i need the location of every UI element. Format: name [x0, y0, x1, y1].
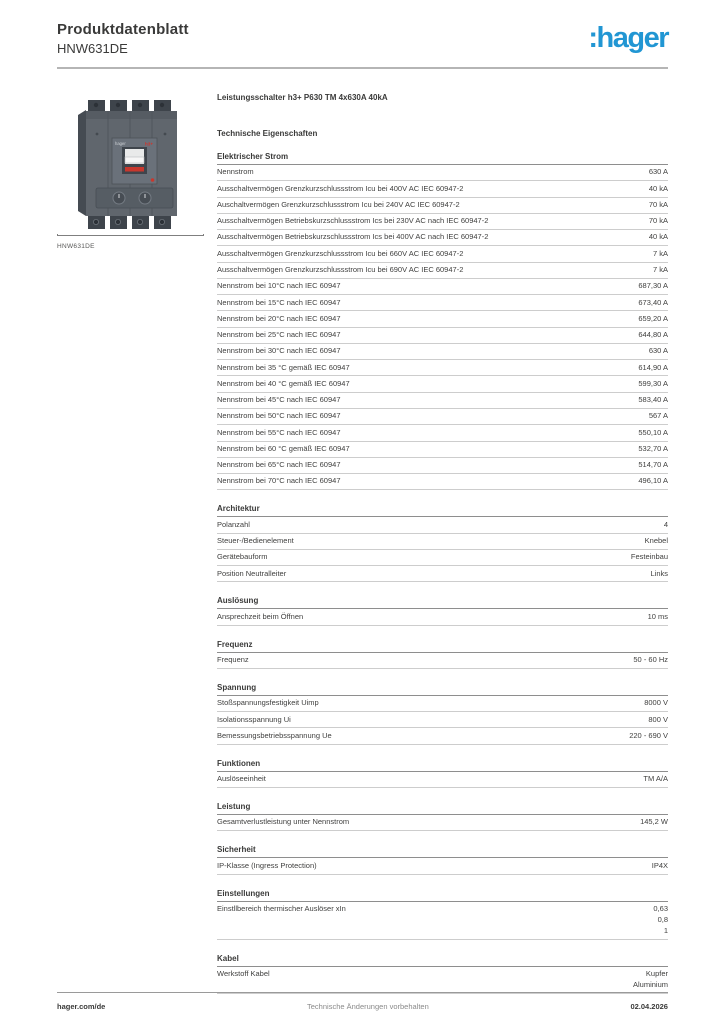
spec-row [217, 696, 668, 712]
spec-section-title: Sicherheit [217, 845, 668, 858]
spec-value: 687,30 A [638, 281, 668, 291]
spec-row [217, 230, 668, 246]
spec-value: 614,90 A [638, 362, 668, 372]
spec-row [217, 344, 668, 360]
spec-label: Auslöseeinheit [217, 774, 266, 784]
page-footer [57, 992, 668, 1011]
product-image-column [57, 93, 205, 994]
spec-label: Nennstrom bei 10°C nach IEC 60947 [217, 281, 341, 291]
spec-value: 630 A [648, 346, 668, 356]
spec-section-title: Architektur [217, 504, 668, 517]
hager-logo: :hager [588, 22, 668, 54]
product-image-caption: HNW631DE [57, 243, 95, 250]
spec-value: 50 - 60 Hz [633, 655, 668, 665]
spec-row [217, 198, 668, 214]
spec-row [217, 534, 668, 550]
spec-label: Ausschaltvermögen Grenzkurzschlussstrom Icu bei 400V AC IEC 60947-2 [217, 183, 464, 193]
spec-label: Werkstoff Kabel [217, 968, 270, 978]
spec-label: Ausschaltvermögen Betriebskurzschlussstrom Ics bei 400V AC nach IEC 60947-2 [217, 232, 489, 242]
spec-row [217, 442, 668, 458]
header-divider [57, 67, 668, 69]
spec-row [217, 517, 668, 533]
spec-label: Gesamtverlustleistung unter Nennstrom [217, 817, 350, 827]
spec-label: Gerätebauform [217, 552, 268, 562]
page-title: Produktdatenblatt [57, 21, 189, 38]
spec-row [217, 246, 668, 262]
spec-row [217, 311, 668, 327]
svg-text:h3+: h3+ [145, 141, 154, 146]
spec-label: Nennstrom bei 35 °C gemäß IEC 60947 [217, 362, 350, 372]
spec-label: Position Neutralleiter [217, 568, 287, 578]
spec-row [217, 295, 668, 311]
spec-label: Ansprechzeit beim Öffnen [217, 611, 304, 621]
spec-section-title: Spannung [217, 683, 668, 696]
spec-row [217, 181, 668, 197]
spec-row [217, 772, 668, 788]
spec-row [217, 967, 668, 994]
spec-label: Nennstrom bei 55°C nach IEC 60947 [217, 427, 341, 437]
spec-label: Nennstrom bei 45°C nach IEC 60947 [217, 395, 341, 405]
spec-value: 673,40 A [638, 297, 668, 307]
footer-disclaimer: Technische Änderungen vorbehalten [307, 1002, 429, 1011]
page-header [57, 21, 668, 56]
spec-label: Ausschaltvermögen Betriebskurzschlussstrom Ics bei 230V AC nach IEC 60947-2 [217, 216, 489, 226]
spec-value: 70 kA [648, 199, 668, 209]
spec-section-title: Leistung [217, 802, 668, 815]
spec-label: Nennstrom bei 65°C nach IEC 60947 [217, 460, 341, 470]
spec-row [217, 214, 668, 230]
spec-label: Ausschaltvermögen Grenzkurzschlussstrom Icu bei 660V AC IEC 60947-2 [217, 248, 464, 258]
spec-row [217, 653, 668, 669]
spec-label: Nennstrom bei 40 °C gemäß IEC 60947 [217, 378, 350, 388]
spec-section [217, 596, 668, 625]
spec-section [217, 845, 668, 874]
spec-value: 583,40 A [638, 395, 668, 405]
spec-value: 599,30 A [638, 378, 668, 388]
spec-value: 496,10 A [638, 476, 668, 486]
spec-value: 514,70 A [638, 460, 668, 470]
spec-value: 630 A [648, 167, 668, 177]
spec-value: Kupfer Aluminium [632, 968, 668, 989]
spec-row [217, 360, 668, 376]
spec-row [217, 474, 668, 490]
footer-date: 02.04.2026 [630, 1002, 668, 1011]
spec-sections [217, 152, 668, 994]
spec-value: 40 kA [648, 183, 668, 193]
spec-row [217, 165, 668, 181]
spec-row [217, 458, 668, 474]
spec-row [217, 566, 668, 582]
svg-text:hager: hager [115, 140, 126, 146]
content-area [57, 93, 668, 994]
spec-section [217, 640, 668, 669]
spec-value: 0,63 0,8 1 [653, 903, 668, 935]
spec-value: Links [650, 568, 668, 578]
spec-row [217, 409, 668, 425]
spec-label: Auschaltvermögen Grenzkurzschlussstrom Icu bei 240V AC IEC 60947-2 [217, 199, 460, 209]
spec-value: 220 - 690 V [629, 730, 668, 740]
spec-label: Nennstrom bei 50°C nach IEC 60947 [217, 411, 341, 421]
spec-section-title: Frequenz [217, 640, 668, 653]
spec-row [217, 858, 668, 874]
spec-value: 7 kA [652, 264, 668, 274]
spec-label: Nennstrom bei 30°C nach IEC 60947 [217, 346, 341, 356]
spec-row [217, 279, 668, 295]
spec-label: Nennstrom bei 70°C nach IEC 60947 [217, 476, 341, 486]
spec-label: Frequenz [217, 655, 249, 665]
spec-value: 10 ms [647, 611, 668, 621]
spec-label: IP-Klasse (Ingress Protection) [217, 860, 317, 870]
spec-row [217, 425, 668, 441]
spec-value: 659,20 A [638, 313, 668, 323]
spec-label: Nennstrom bei 60 °C gemäß IEC 60947 [217, 443, 350, 453]
spec-section-title: Auslösung [217, 596, 668, 609]
spec-section-title: Funktionen [217, 759, 668, 772]
spec-section [217, 802, 668, 831]
spec-column [217, 93, 668, 994]
spec-section-title: Einstellungen [217, 889, 668, 902]
spec-value: 7 kA [652, 248, 668, 258]
spec-section-title: Elektrischer Strom [217, 152, 668, 165]
spec-label: Ausschaltvermögen Grenzkurzschlussstrom Icu bei 690V AC IEC 60947-2 [217, 264, 464, 274]
product-title: Leistungsschalter h3+ P630 TM 4x630A 40kA [217, 93, 388, 102]
spec-value: 40 kA [648, 232, 668, 242]
spec-section [217, 759, 668, 788]
spec-label: Isolationsspannung Ui [217, 714, 291, 724]
spec-section-title: Kabel [217, 954, 668, 967]
spec-label: Einstllbereich thermischer Auslöser xIn [217, 903, 346, 913]
spec-label: Bemessungsbetriebsspannung Ue [217, 730, 332, 740]
product-code: HNW631DE [57, 41, 128, 56]
spec-value: Knebel [644, 535, 668, 545]
spec-value: 8000 V [644, 698, 668, 708]
spec-row [217, 393, 668, 409]
spec-value: 550,10 A [638, 427, 668, 437]
spec-value: 145,2 W [640, 817, 668, 827]
spec-row [217, 712, 668, 728]
product-image-frame [57, 93, 204, 236]
spec-value: IP4X [651, 860, 668, 870]
footer-website: hager.com/de [57, 1002, 106, 1011]
spec-section [217, 504, 668, 582]
spec-label: Nennstrom [217, 167, 254, 177]
spec-label: Polanzahl [217, 519, 250, 529]
spec-row [217, 609, 668, 625]
spec-section [217, 683, 668, 745]
spec-value: TM A/A [643, 774, 668, 784]
spec-row [217, 328, 668, 344]
spec-section [217, 889, 668, 940]
spec-value: 800 V [648, 714, 668, 724]
tech-properties-title: Technische Eigenschaften [217, 129, 318, 138]
spec-row [217, 728, 668, 744]
spec-section [217, 954, 668, 994]
spec-value: 70 kA [648, 216, 668, 226]
spec-value: 4 [663, 519, 668, 529]
spec-value: Festeinbau [630, 552, 668, 562]
spec-label: Nennstrom bei 20°C nach IEC 60947 [217, 313, 341, 323]
spec-value: 567 A [648, 411, 668, 421]
spec-value: 532,70 A [638, 443, 668, 453]
spec-label: Stoßspannungsfestigkeit Uimp [217, 698, 319, 708]
spec-row [217, 376, 668, 392]
spec-label: Nennstrom bei 15°C nach IEC 60947 [217, 297, 341, 307]
spec-label: Steuer-/Bedienelement [217, 535, 294, 545]
spec-row [217, 902, 668, 940]
spec-row [217, 550, 668, 566]
spec-row [217, 815, 668, 831]
spec-value: 644,80 A [638, 330, 668, 340]
spec-section [217, 152, 668, 490]
spec-row [217, 263, 668, 279]
circuit-breaker-image [57, 91, 204, 239]
spec-label: Nennstrom bei 25°C nach IEC 60947 [217, 330, 341, 340]
